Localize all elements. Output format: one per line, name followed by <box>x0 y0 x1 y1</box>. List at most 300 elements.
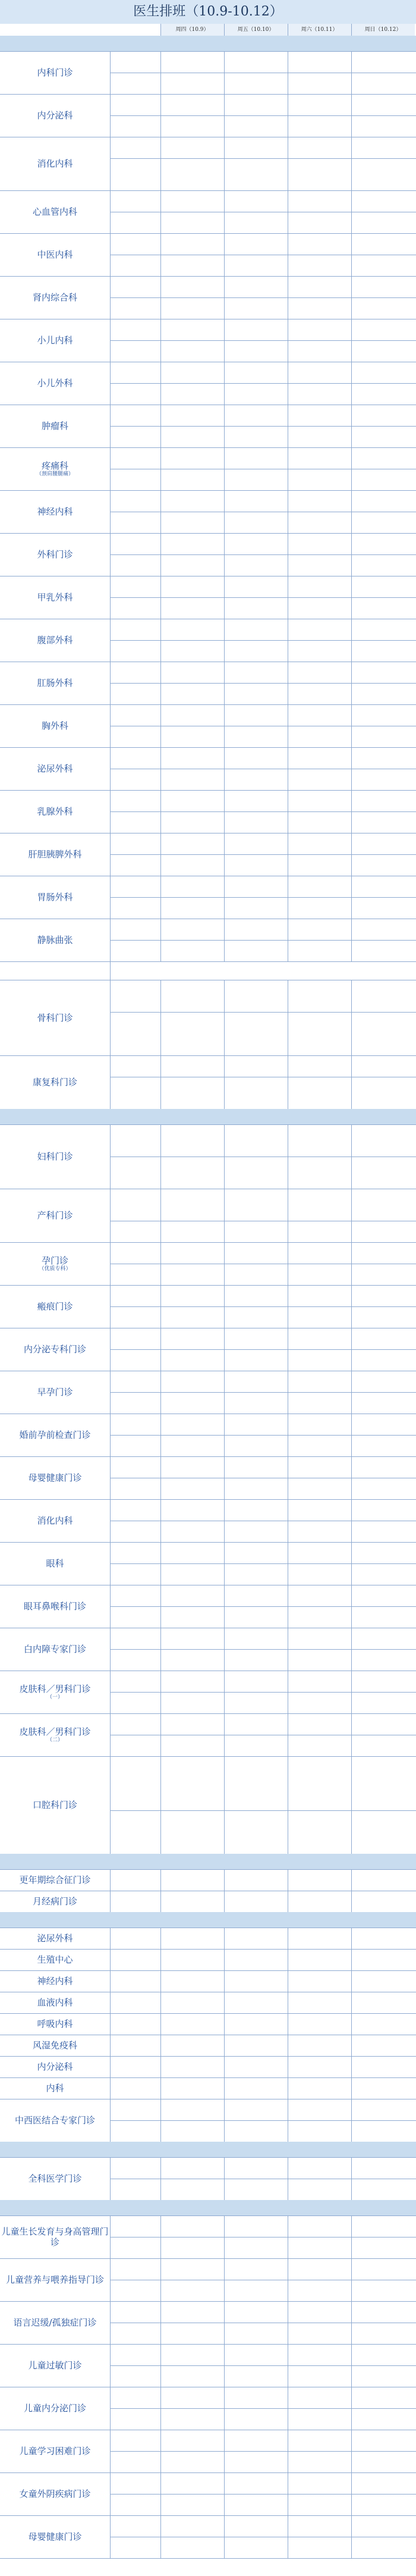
dept-name-text: 康复科门诊 <box>32 1077 77 1088</box>
grid-line <box>224 576 225 619</box>
grid-line <box>160 2035 161 2056</box>
grid-line <box>224 876 225 919</box>
doctor-name <box>160 603 224 613</box>
doctor-name <box>224 1703 288 1713</box>
section-header <box>0 1109 416 1124</box>
dept-name <box>0 362 110 405</box>
grid-line <box>110 1970 111 1992</box>
doctor-name <box>224 603 288 613</box>
grid-line <box>351 2344 352 2387</box>
grid-line <box>224 1242 225 1285</box>
grid-line <box>224 1456 225 1499</box>
doctor-name <box>160 1135 224 1146</box>
dept-name <box>0 704 110 747</box>
grid-line <box>224 2099 225 2142</box>
grid-line <box>224 2515 225 2558</box>
dept-subtitle: （颈肩腰腿痛） <box>36 471 74 477</box>
grid-line <box>110 2077 111 2099</box>
doctor-name <box>224 710 288 720</box>
section-header <box>0 36 416 51</box>
grid-line <box>224 276 225 319</box>
grid-line <box>110 405 111 447</box>
day-header: 周日（10.12） <box>351 24 415 36</box>
doctor-name <box>160 1077 224 1088</box>
grid-line <box>351 1628 352 1671</box>
grid-line <box>224 1189 225 1242</box>
dept-name <box>0 2157 110 2200</box>
grid-line <box>351 980 352 1055</box>
dept-name <box>0 919 110 961</box>
doctor-name <box>288 1692 351 1703</box>
grid-line <box>224 447 225 490</box>
dept-name <box>0 1713 110 1756</box>
doctor-name <box>288 1199 351 1210</box>
grid-line <box>160 2515 161 2558</box>
grid-line <box>224 24 225 36</box>
grid-line <box>160 576 161 619</box>
dept-name-text: 眼耳鼻喉科门诊 <box>23 1601 86 1612</box>
grid-line <box>224 619 225 662</box>
grid-line <box>160 2472 161 2515</box>
dept-note <box>110 961 416 980</box>
slot-label <box>110 1928 160 1949</box>
grid-line <box>160 1414 161 1456</box>
doctor-name <box>160 1242 224 1253</box>
doctor-name <box>160 217 224 228</box>
doctor-name <box>160 121 224 131</box>
grid-line <box>160 1328 161 1371</box>
slot-label <box>110 2013 160 2035</box>
slot-label <box>110 426 160 447</box>
doctor-name <box>351 1547 415 1558</box>
dept-name-text: 神经内科 <box>37 506 73 517</box>
dept-name <box>0 94 110 137</box>
dept-name-text: 腹部外科 <box>37 635 73 645</box>
doctor-name <box>224 346 288 356</box>
grid-line <box>110 447 111 490</box>
doctor-name <box>160 2456 224 2467</box>
grid-line <box>160 2099 161 2142</box>
dept-name <box>0 1756 110 1854</box>
grid-line <box>160 276 161 319</box>
doctor-name <box>160 2264 224 2274</box>
grid-line <box>351 319 352 362</box>
slot-label <box>110 1435 160 1456</box>
doctor-name <box>224 388 288 399</box>
slot-label <box>110 1499 160 1521</box>
grid-line <box>110 1242 111 1285</box>
grid-line <box>224 94 225 137</box>
doctor-name <box>288 2349 351 2360</box>
doctor-name <box>224 581 288 592</box>
slot-label <box>110 137 160 158</box>
grid-line <box>110 1542 111 1585</box>
grid-line <box>224 1328 225 1371</box>
grid-line <box>351 833 352 876</box>
grid-line <box>110 2035 111 2056</box>
grid-line <box>110 1585 111 1628</box>
dept-name-text: 全科医学门诊 <box>28 2173 82 2184</box>
slot-label <box>110 811 160 833</box>
grid-line <box>224 1756 225 1854</box>
grid-line <box>110 704 111 747</box>
grid-line <box>160 790 161 833</box>
grid-line <box>160 2387 161 2430</box>
slot-label <box>110 1012 160 1055</box>
doctor-name <box>160 1098 224 1109</box>
grid-line <box>224 919 225 961</box>
grid-line <box>160 833 161 876</box>
doctor-name <box>160 1590 224 1601</box>
grid-line <box>110 2157 111 2200</box>
grid-line <box>160 980 161 1055</box>
grid-line <box>351 747 352 790</box>
dept-name-text: 内分泌专科门诊 <box>23 1344 86 1355</box>
slot-label <box>110 640 160 662</box>
grid-line <box>160 619 161 662</box>
slot-label <box>110 2301 160 2323</box>
day-header: 周六（10.11） <box>288 24 351 36</box>
slot-label <box>110 2099 160 2120</box>
doctor-name <box>160 2221 224 2232</box>
doctor-name <box>288 1419 351 1430</box>
slot-label <box>110 533 160 554</box>
slot-label <box>110 2077 160 2099</box>
slot-label <box>110 1735 160 1756</box>
grid-line <box>160 94 161 137</box>
doctor-name <box>160 774 224 785</box>
grid-line <box>224 662 225 704</box>
section-header <box>0 1912 416 1928</box>
doctor-name <box>160 544 224 554</box>
doctor-name <box>160 565 224 576</box>
slot-label <box>110 51 160 73</box>
doctor-name <box>160 1832 224 1843</box>
doctor-name <box>160 688 224 699</box>
slot-label <box>110 833 160 854</box>
grid-line <box>110 1928 111 1949</box>
doctor-name <box>160 1066 224 1077</box>
doctor-name <box>224 1778 288 1788</box>
dept-name <box>0 833 110 876</box>
grid-line <box>224 2013 225 2035</box>
slot-label <box>110 276 160 297</box>
grid-line <box>110 1456 111 1499</box>
doctor-name <box>160 388 224 399</box>
doctor-name <box>288 1553 351 1563</box>
grid-line <box>224 1970 225 1992</box>
grid-line <box>224 1928 225 1949</box>
doctor-name <box>160 1843 224 1854</box>
day-header: 周五（10.10） <box>224 24 288 36</box>
doctor-name <box>224 78 288 89</box>
doctor-name <box>288 1671 351 1681</box>
grid-line <box>351 2387 352 2430</box>
doctor-name <box>160 346 224 356</box>
grid-line <box>110 533 111 576</box>
grid-line <box>351 447 352 490</box>
slot-label <box>110 1328 160 1349</box>
doctor-name <box>224 1231 288 1242</box>
grid-line <box>351 2515 352 2558</box>
doctor-name <box>160 2371 224 2381</box>
doctor-name <box>160 1671 224 1681</box>
doctor-name <box>224 1440 288 1451</box>
grid-line <box>224 362 225 405</box>
doctor-name <box>224 945 288 956</box>
dept-name-text: 女童外阴疾病门诊 <box>19 2489 91 2499</box>
doctor-name <box>224 860 288 870</box>
grid-line <box>351 1542 352 1585</box>
doctor-name <box>160 731 224 742</box>
dept-name <box>0 319 110 362</box>
slot-label <box>110 1713 160 1735</box>
grid-line <box>351 1414 352 1456</box>
doctor-name <box>224 180 288 190</box>
dept-name-text: 胃肠外科 <box>37 892 73 902</box>
doctor-name <box>160 2349 224 2360</box>
slot-label <box>110 1970 160 1992</box>
doctor-name <box>160 2392 224 2403</box>
doctor-name <box>224 1034 288 1045</box>
dept-name-text: 肿瘤科 <box>41 421 68 431</box>
grid-line <box>110 137 111 190</box>
grid-line <box>110 1869 111 1891</box>
dept-name-text: 母婴健康门诊 <box>28 2531 82 2542</box>
doctor-name <box>160 453 224 463</box>
dept-name <box>0 1242 110 1285</box>
doctor-name <box>160 1001 224 1012</box>
grid-line <box>160 2215 161 2258</box>
grid-line <box>110 233 111 276</box>
grid-line <box>110 2215 111 2258</box>
dept-name <box>0 790 110 833</box>
dept-name <box>0 1189 110 1242</box>
dept-name-text: 眼科 <box>46 1558 64 1569</box>
doctor-name <box>224 1001 288 1012</box>
slot-label <box>110 405 160 426</box>
doctor-name <box>224 1242 288 1253</box>
grid-line <box>224 2430 225 2472</box>
grid-line <box>224 2344 225 2387</box>
dept-name <box>0 1124 110 1189</box>
slot-label <box>110 94 160 115</box>
grid-line <box>110 961 111 980</box>
doctor-name <box>160 196 224 206</box>
doctor-name <box>160 1355 224 1365</box>
grid-line <box>110 2344 111 2387</box>
grid-line <box>224 1671 225 1713</box>
dept-name-text: 内科 <box>46 2083 64 2094</box>
dept-name-text: 皮肤科／男科门诊 <box>19 1726 91 1737</box>
slot-label <box>110 2387 160 2408</box>
doctor-name <box>160 169 224 180</box>
grid-line <box>110 1285 111 1328</box>
doctor-name <box>351 1719 415 1729</box>
doctor-name <box>160 142 224 153</box>
dept-name-text: 孕门诊 <box>41 1255 68 1266</box>
doctor-name <box>224 667 288 678</box>
slot-label <box>110 1869 160 1891</box>
doctor-name <box>288 1703 351 1713</box>
grid-line <box>110 2515 111 2558</box>
dept-name-text: 皮肤科／男科门诊 <box>19 1683 91 1694</box>
doctor-name <box>224 1612 288 1622</box>
doctor-name <box>224 1146 288 1157</box>
doctor-name <box>288 1124 351 1135</box>
slot-label <box>110 1756 160 1810</box>
doctor-name <box>160 2285 224 2296</box>
doctor-name <box>160 1199 224 1210</box>
doctor-name <box>224 565 288 576</box>
grid-line <box>110 576 111 619</box>
doctor-name <box>224 991 288 1001</box>
doctor-name <box>224 121 288 131</box>
doctor-name <box>288 980 351 991</box>
doctor-name <box>160 1253 224 1264</box>
doctor-name <box>160 1756 224 1767</box>
dept-name <box>0 2387 110 2430</box>
doctor-name <box>224 2349 288 2360</box>
slot-label <box>110 1414 160 1435</box>
grid-line <box>110 1949 111 1970</box>
doctor-name <box>224 1178 288 1189</box>
slot-label <box>110 1606 160 1628</box>
slot-label <box>110 1371 160 1392</box>
grid-line <box>351 1499 352 1542</box>
doctor-name <box>224 795 288 806</box>
dept-name-text: 胸外科 <box>41 720 68 731</box>
dept-name-text: 月经病门诊 <box>32 1896 77 1907</box>
doctor-name <box>224 1569 288 1580</box>
grid-line <box>351 490 352 533</box>
dept-name <box>0 961 110 980</box>
slot-label <box>110 2120 160 2142</box>
doctor-name <box>351 78 415 89</box>
doctor-name <box>288 1440 351 1451</box>
grid-line <box>224 2258 225 2301</box>
grid-line <box>224 833 225 876</box>
grid-line <box>224 1869 225 1891</box>
slot-label <box>110 554 160 576</box>
dept-name-text: 血液内科 <box>37 1997 73 2008</box>
doctor-name <box>224 753 288 763</box>
grid-line <box>351 1371 352 1414</box>
day-header: 周四（10.9） <box>160 24 224 36</box>
dept-name-text: 肛肠外科 <box>37 678 73 688</box>
dept-name <box>0 447 110 490</box>
doctor-name <box>288 474 351 485</box>
dept-name <box>0 2344 110 2387</box>
doctor-name <box>224 57 288 67</box>
grid-line <box>160 2013 161 2035</box>
doctor-name <box>160 667 224 678</box>
grid-line <box>351 24 352 36</box>
doctor-name <box>288 1542 351 1553</box>
page-title: 医生排班（10.9-10.12） <box>0 0 416 24</box>
dept-name <box>0 747 110 790</box>
slot-label <box>110 2056 160 2077</box>
grid-line <box>224 2077 225 2099</box>
doctor-name <box>224 142 288 153</box>
dept-name-text: 消化内科 <box>37 158 73 169</box>
doctor-name <box>224 1681 288 1692</box>
dept-name-text: 语言迟缓/孤独症门诊 <box>13 2317 97 2328</box>
slot-label <box>110 1124 160 1157</box>
doctor-name <box>224 2328 288 2339</box>
section-header <box>0 2200 416 2215</box>
grid-line <box>110 747 111 790</box>
grid-line <box>351 2035 352 2056</box>
grid-line <box>110 1671 111 1713</box>
doctor-name <box>224 924 288 935</box>
slot-label <box>110 297 160 319</box>
doctor-name <box>160 2542 224 2553</box>
dept-name <box>0 1891 110 1912</box>
dept-name-text: 口腔科门诊 <box>32 1800 77 1810</box>
grid-line <box>351 2013 352 2035</box>
doctor-name <box>160 1312 224 1323</box>
doctor-name <box>288 453 351 463</box>
slot-label <box>110 1264 160 1285</box>
slot-label <box>110 362 160 383</box>
dept-name <box>0 619 110 662</box>
doctor-name <box>160 581 224 592</box>
grid-line <box>224 747 225 790</box>
grid-line <box>110 1891 111 1912</box>
doctor-name <box>224 1088 288 1098</box>
grid-line <box>351 190 352 233</box>
doctor-name <box>288 2242 351 2253</box>
dept-name <box>0 980 110 1055</box>
grid-line <box>224 2056 225 2077</box>
doctor-name <box>351 1312 415 1323</box>
doctor-name <box>160 1333 224 1344</box>
grid-line <box>110 362 111 405</box>
dept-name <box>0 1585 110 1628</box>
grid-line <box>110 1992 111 2013</box>
dept-name-text: 婚前孕前检查门诊 <box>19 1430 91 1440</box>
doctor-name <box>160 1800 224 1810</box>
slot-label <box>110 1392 160 1414</box>
dept-name-text: 内科门诊 <box>37 67 73 78</box>
grid-line <box>110 51 111 94</box>
doctor-name <box>351 1440 415 1451</box>
slot-label <box>110 919 160 940</box>
grid-line <box>0 2558 416 2559</box>
grid-line <box>351 1285 352 1328</box>
grid-line <box>110 833 111 876</box>
dept-name <box>0 2056 110 2077</box>
grid-line <box>110 490 111 533</box>
grid-line <box>160 1869 161 1891</box>
doctor-name <box>160 860 224 870</box>
grid-line <box>160 137 161 190</box>
slot-label <box>110 2157 160 2179</box>
doctor-name <box>160 367 224 378</box>
doctor-name <box>160 1088 224 1098</box>
grid-line <box>110 2099 111 2142</box>
doctor-name <box>224 1312 288 1323</box>
doctor-name <box>351 1569 415 1580</box>
doctor-name <box>224 1210 288 1221</box>
slot-label <box>110 1542 160 1563</box>
grid-line <box>224 1124 225 1189</box>
slot-label <box>110 2215 160 2237</box>
doctor-name <box>160 1612 224 1622</box>
doctor-name <box>224 1189 288 1199</box>
dept-subtitle: （一） <box>46 1694 63 1700</box>
